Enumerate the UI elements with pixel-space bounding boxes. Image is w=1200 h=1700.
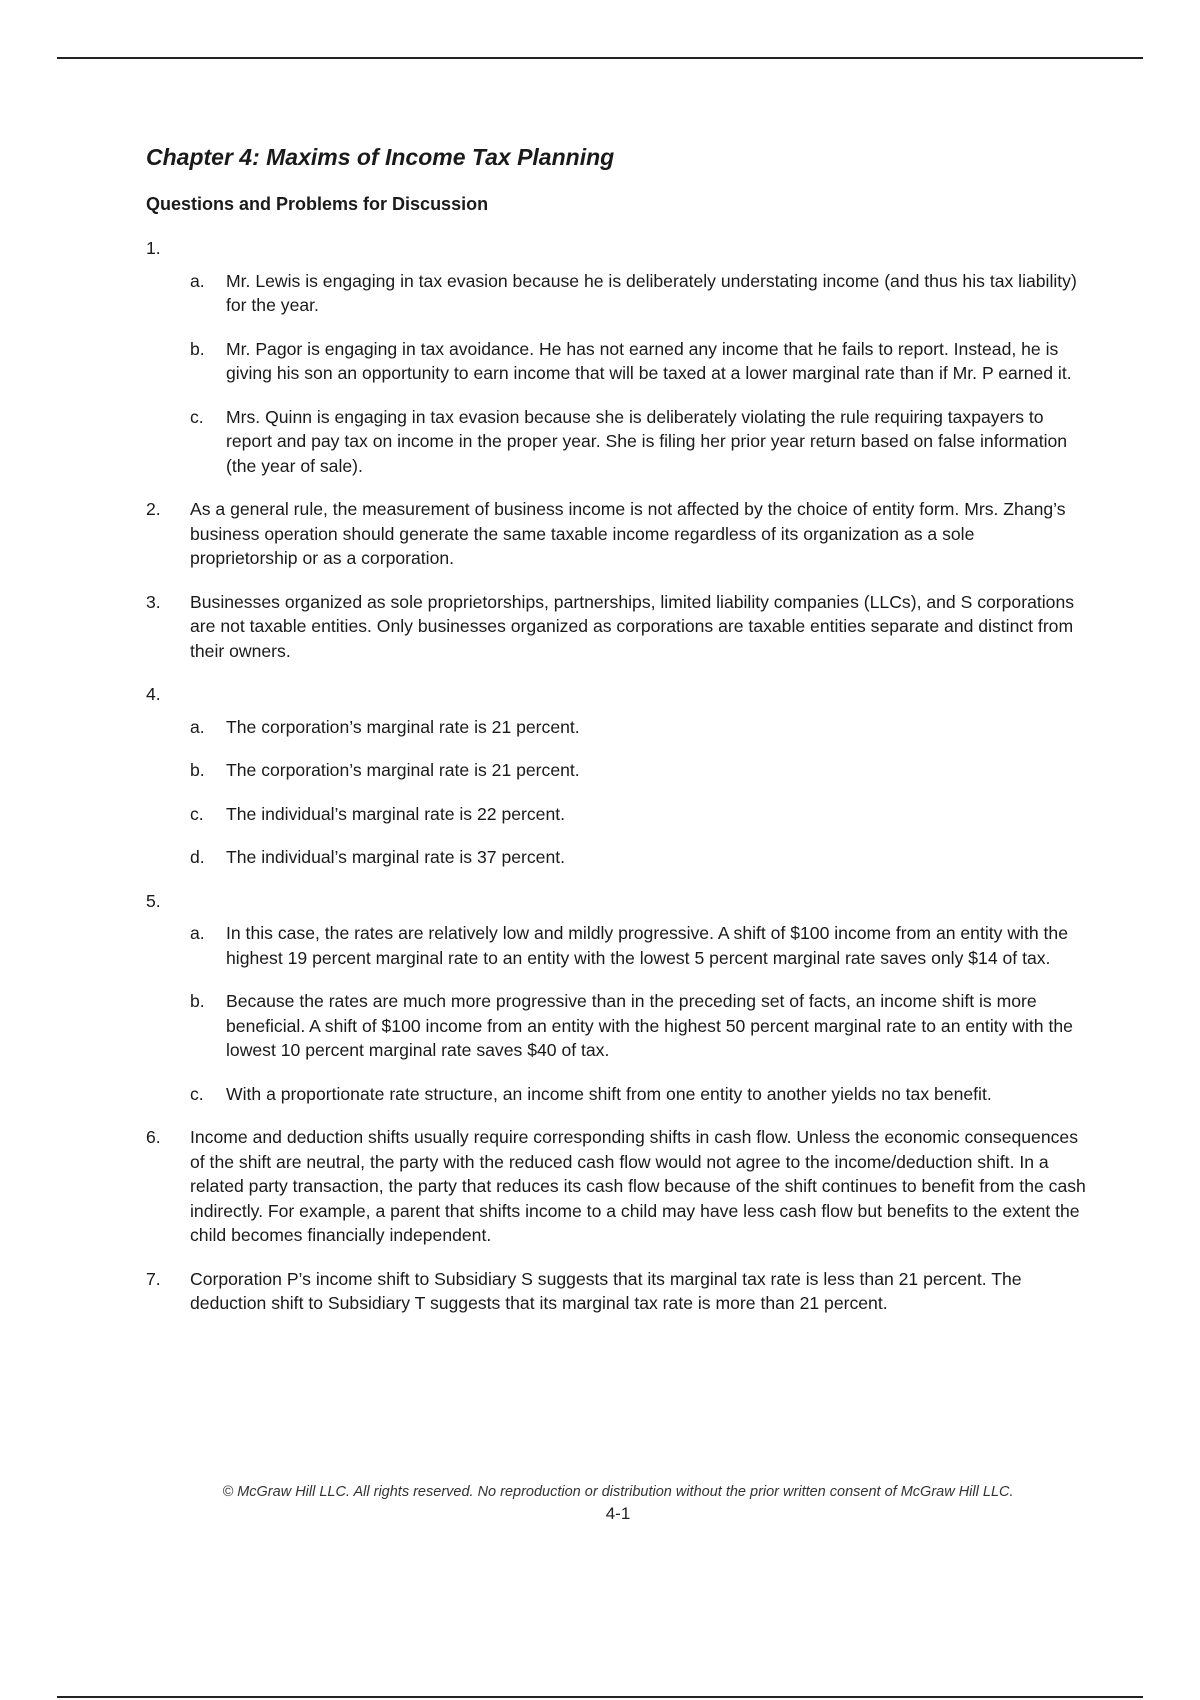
question-head [190, 682, 1086, 707]
question-item [146, 590, 1086, 664]
question-item [146, 889, 1086, 1107]
sub-question-text: The individual’s marginal rate is 22 percent. [226, 803, 566, 824]
sub-question-text: Mr. Pagor is engaging in tax avoidance. He has not earned any income that he fails to report. Instead, he is giving his son an opportunity to earn income that will be taxed at a lower marginal rate than if Mr. P earned it. [226, 338, 1072, 383]
question-number: 6. [146, 1127, 161, 1147]
question-number: 3. [146, 591, 161, 612]
sub-question-letter: c. [190, 1083, 204, 1104]
question-number: 1. [146, 238, 161, 258]
sub-question-text: The individual’s marginal rate is 37 percent. [226, 847, 566, 867]
sub-question-text: With a proportionate rate structure, an income shift from one entity to another yields no tax benefit. [226, 1083, 992, 1104]
question-item [146, 236, 1086, 478]
sub-question-letter: a. [190, 270, 205, 291]
sub-question-letter: b. [190, 760, 205, 780]
question-number: 2. [146, 499, 161, 519]
sub-question-letter: d. [190, 847, 205, 867]
sub-question-text: The corporation’s marginal rate is 21 percent. [226, 716, 580, 737]
question-head [190, 889, 1086, 914]
bottom-rule [57, 1696, 1143, 1698]
question-text: Businesses organized as sole proprietorships, partnerships, limited liability companies (LLCs), and S corporations are not taxable entities. Only businesses organized as corporations are taxable entities separate and distinct from their owners. [190, 591, 1075, 661]
chapter-title: Chapter 4: Maxims of Income Tax Planning [146, 144, 615, 170]
question-text: As a general rule, the measurement of business income is not affected by the choice of entity form. Mrs. Zhang’s business operation should generate the same taxable income regardless of its organization as a sole proprietorship or as a corporation. [190, 499, 1066, 568]
sub-question-text: Mr. Lewis is engaging in tax evasion because he is deliberately understating income (and thus his tax liability) for the year. [226, 270, 1077, 315]
sub-question-item [146, 269, 1086, 318]
sub-question-item [146, 845, 1086, 870]
sub-question-text: Because the rates are much more progressive than in the preceding set of facts, an income shift is more beneficial. A shift of $100 income from an entity with the highest 50 percent marginal rate to an entity with the lowest 10 percent marginal rate saves $40 of tax. [226, 991, 1073, 1060]
page-content [146, 142, 1086, 1335]
question-item [146, 1125, 1086, 1248]
sub-question-item [146, 989, 1086, 1063]
sub-question-item [146, 1082, 1086, 1107]
question-text: Income and deduction shifts usually require corresponding shifts in cash flow. Unless the economic consequences of the shift are neutral, the party with the reduced cash flow would not agree to the income/deduction shift. In a related party transaction, the party that reduces its cash flow because of the shift continues to benefit from the cash indirectly. For example, a parent that shifts income to a child may have less cash flow but benefits to the extent the child becomes financially independent. [190, 1127, 1086, 1245]
sub-question-item [146, 405, 1086, 479]
sub-question-text: Mrs. Quinn is engaging in tax evasion because she is deliberately violating the rule requiring taxpayers to report and pay tax on income in the proper year. She is filing her prior year return based on false information (the year of sale). [226, 406, 1068, 476]
section-title: Questions and Problems for Discussion [146, 194, 489, 214]
sub-question-text: In this case, the rates are relatively low and mildly progressive. A shift of $100 income from an entity with the highest 19 percent marginal rate to an entity with the lowest 5 percent marginal rate saves only $14 of tax. [226, 923, 1068, 968]
question-list [146, 236, 1086, 1316]
sub-question-list [146, 921, 1086, 1106]
question-number: 5. [146, 890, 161, 911]
sub-question-letter: c. [190, 406, 204, 427]
sub-question-item [146, 758, 1086, 783]
sub-question-item [146, 715, 1086, 740]
sub-question-letter: b. [190, 991, 205, 1011]
question-item [146, 682, 1086, 870]
sub-question-list [146, 269, 1086, 479]
question-number: 4. [146, 684, 161, 704]
copyright-notice: © McGraw Hill LLC. All rights reserved. No reproduction or distribution without the prior written consent of McGraw Hill LLC. [222, 1484, 1014, 1500]
sub-question-item [146, 337, 1086, 386]
question-head [190, 236, 1086, 261]
sub-question-letter: b. [190, 338, 205, 359]
sub-question-text: The corporation’s marginal rate is 21 percent. [226, 760, 580, 780]
sub-question-letter: c. [190, 803, 204, 824]
question-item [146, 1267, 1086, 1316]
sub-question-item [146, 921, 1086, 970]
question-text: Corporation P’s income shift to Subsidiary S suggests that its marginal tax rate is less than 21 percent. The deduction shift to Subsidiary T suggests that its marginal tax rate is more than 21 percent. [190, 1268, 1022, 1313]
sub-question-letter: a. [190, 716, 205, 737]
top-rule [57, 57, 1143, 59]
page-number: 4-1 [605, 1504, 631, 1523]
sub-question-list [146, 715, 1086, 870]
question-item [146, 497, 1086, 571]
sub-question-item [146, 802, 1086, 827]
sub-question-letter: a. [190, 923, 205, 943]
question-number: 7. [146, 1268, 161, 1289]
